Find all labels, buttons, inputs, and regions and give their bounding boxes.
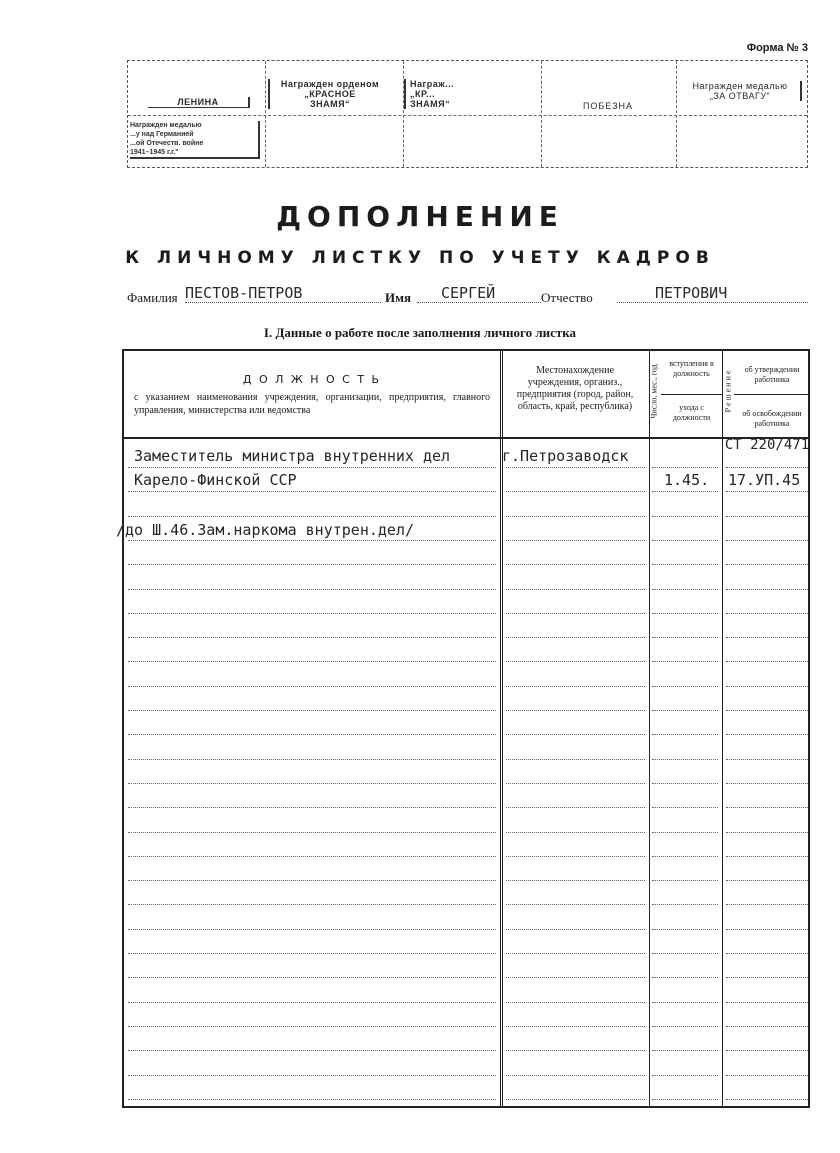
ruled-line	[652, 491, 718, 492]
ruled-line	[506, 759, 645, 760]
ruled-line	[128, 929, 496, 930]
ruled-line	[652, 1050, 718, 1051]
ruled-line	[726, 953, 808, 954]
row-1-position: Заместитель министра внутренних дел	[134, 447, 451, 465]
ruled-line	[726, 540, 808, 541]
col-date-vertical-label: Число, мес., год	[649, 364, 659, 419]
ruled-line	[128, 904, 496, 905]
ruled-line	[128, 783, 496, 784]
ruled-line	[726, 637, 808, 638]
ruled-line	[506, 1002, 645, 1003]
ruled-line	[128, 516, 496, 517]
ruled-line	[506, 564, 645, 565]
ruled-line	[128, 734, 496, 735]
col-decision-vertical-label: Р е ш е н и е	[723, 370, 733, 413]
ruled-line	[128, 856, 496, 857]
ruled-line	[506, 880, 645, 881]
ruled-line	[652, 661, 718, 662]
ruled-line	[128, 1075, 496, 1076]
ruled-line	[652, 564, 718, 565]
ruled-line	[128, 832, 496, 833]
ruled-line	[652, 856, 718, 857]
ruled-line	[128, 686, 496, 687]
ruled-line	[506, 807, 645, 808]
ruled-line	[128, 589, 496, 590]
ruled-line	[128, 807, 496, 808]
person-name-line	[127, 284, 808, 306]
ruled-line	[506, 904, 645, 905]
ruled-line	[128, 977, 496, 978]
ruled-line	[652, 467, 718, 468]
ruled-line	[726, 467, 808, 468]
col-date-start: вступления в должность	[669, 359, 714, 378]
col-position-title: Д О Л Ж Н О С Т Ь	[242, 373, 382, 386]
col-location-title: Местонахождение учреждения, организ., предприятия (город, район, область, край, республика)	[516, 365, 634, 412]
form-number: Форма № 3	[746, 42, 808, 54]
award-stamp-red-banner-2: Награж... „КР... ЗНАМЯ“	[404, 79, 530, 109]
award-stamp-germany: Награжден медалью ...у над Германией ...ой Отечеств. войне 1941–1945 г.г."	[130, 121, 260, 159]
ruled-line	[726, 710, 808, 711]
ruled-line	[128, 710, 496, 711]
ruled-line	[506, 783, 645, 784]
ruled-line	[128, 613, 496, 614]
award-stamp-victory: ПОБЕЗНА	[582, 101, 634, 111]
col-decision-release: об освобождении работника	[742, 409, 802, 428]
ruled-line	[726, 516, 808, 517]
ruled-line	[506, 1050, 645, 1051]
award-stamp-courage: Награжден медалью „ЗА ОТВАГУ“	[680, 81, 802, 101]
work-history-table	[116, 349, 810, 1108]
ruled-line	[726, 1050, 808, 1051]
row-1-location: г.Петрозаводск	[502, 447, 629, 465]
ruled-line	[652, 637, 718, 638]
row-2-date: 1.45.	[664, 471, 710, 489]
ruled-line	[652, 807, 718, 808]
document-title: ДОПОЛНЕНИЕ	[276, 200, 564, 233]
document-subtitle: К ЛИЧНОМУ ЛИСТКУ ПО УЧЕТУ КАДРОВ	[125, 248, 715, 268]
ruled-line	[726, 1026, 808, 1027]
row-2-decision: 17.УП.45	[728, 471, 801, 489]
ruled-line	[506, 856, 645, 857]
ruled-line	[128, 540, 496, 541]
ruled-line	[652, 1075, 718, 1076]
ruled-line	[726, 564, 808, 565]
ruled-line	[726, 1002, 808, 1003]
col-date-end: ухода с должности	[672, 403, 711, 422]
name-value: СЕРГЕЙ	[441, 284, 496, 302]
ruled-line	[128, 637, 496, 638]
ruled-line	[506, 491, 645, 492]
ruled-line	[506, 637, 645, 638]
ruled-line	[726, 686, 808, 687]
ruled-line	[506, 516, 645, 517]
award-stamp-red-banner: Награжден орденом „КРАСНОЕ ЗНАМЯ“	[268, 79, 390, 109]
ruled-line	[506, 832, 645, 833]
ruled-line	[652, 613, 718, 614]
ruled-line	[506, 1099, 645, 1100]
ruled-line	[726, 1075, 808, 1076]
ruled-line	[652, 759, 718, 760]
ruled-line	[726, 904, 808, 905]
ruled-line	[128, 491, 496, 492]
award-stamp-lenin: ЛЕНИНА	[148, 97, 250, 108]
ruled-line	[506, 710, 645, 711]
ruled-line	[652, 516, 718, 517]
ruled-line	[506, 953, 645, 954]
row-1-decision: СТ 220/471	[724, 437, 810, 453]
ruled-line	[128, 953, 496, 954]
patronymic-value: ПЕТРОВИЧ	[655, 284, 728, 302]
ruled-line	[652, 783, 718, 784]
ruled-line	[726, 661, 808, 662]
ruled-line	[506, 661, 645, 662]
ruled-line	[652, 734, 718, 735]
ruled-line	[506, 540, 645, 541]
ruled-line	[506, 929, 645, 930]
ruled-line	[506, 1026, 645, 1027]
ruled-line	[726, 807, 808, 808]
surname-value: ПЕСТОВ-ПЕТРОВ	[185, 284, 303, 302]
ruled-line	[652, 880, 718, 881]
ruled-line	[726, 929, 808, 930]
ruled-line	[652, 1002, 718, 1003]
surname-label: Фамилия	[127, 290, 178, 305]
ruled-line	[128, 1099, 496, 1100]
ruled-line	[652, 589, 718, 590]
ruled-line	[726, 613, 808, 614]
ruled-line	[726, 783, 808, 784]
ruled-line	[128, 880, 496, 881]
ruled-line	[652, 953, 718, 954]
ruled-line	[128, 1002, 496, 1003]
ruled-line	[128, 759, 496, 760]
ruled-line	[726, 734, 808, 735]
col-decision-approve: об утверждении работника	[744, 365, 800, 384]
ruled-line	[726, 491, 808, 492]
patronymic-label: Отчество	[541, 290, 593, 305]
ruled-line	[726, 759, 808, 760]
ruled-line	[128, 1050, 496, 1051]
ruled-line	[128, 1026, 496, 1027]
ruled-line	[506, 734, 645, 735]
ruled-line	[726, 977, 808, 978]
row-4-position: /до Ш.46.Зам.наркома внутрен.дел/	[116, 521, 415, 539]
ruled-line	[652, 904, 718, 905]
ruled-line	[506, 686, 645, 687]
ruled-line	[506, 467, 645, 468]
ruled-line	[652, 540, 718, 541]
ruled-line	[128, 661, 496, 662]
ruled-line	[506, 977, 645, 978]
section-title: I. Данные о работе после заполнения личного листка	[263, 325, 577, 340]
ruled-line	[652, 929, 718, 930]
awards-grid	[127, 60, 808, 168]
ruled-line	[652, 710, 718, 711]
ruled-line	[652, 977, 718, 978]
ruled-line	[506, 613, 645, 614]
ruled-line	[506, 589, 645, 590]
ruled-line	[128, 564, 496, 565]
ruled-line	[652, 686, 718, 687]
ruled-line	[506, 1075, 645, 1076]
col-position-subtitle: с указанием наименования учреждения, организации, предприятия, главного управления, министерства или ведомства	[134, 392, 490, 416]
ruled-line	[726, 1099, 808, 1100]
row-2-position: Карело-Финской ССР	[134, 471, 297, 489]
ruled-line	[726, 589, 808, 590]
ruled-line	[128, 467, 496, 468]
name-label: Имя	[385, 290, 411, 305]
ruled-line	[726, 832, 808, 833]
ruled-line	[652, 1026, 718, 1027]
ruled-line	[652, 832, 718, 833]
ruled-line	[726, 856, 808, 857]
ruled-line	[652, 1099, 718, 1100]
ruled-line	[726, 880, 808, 881]
